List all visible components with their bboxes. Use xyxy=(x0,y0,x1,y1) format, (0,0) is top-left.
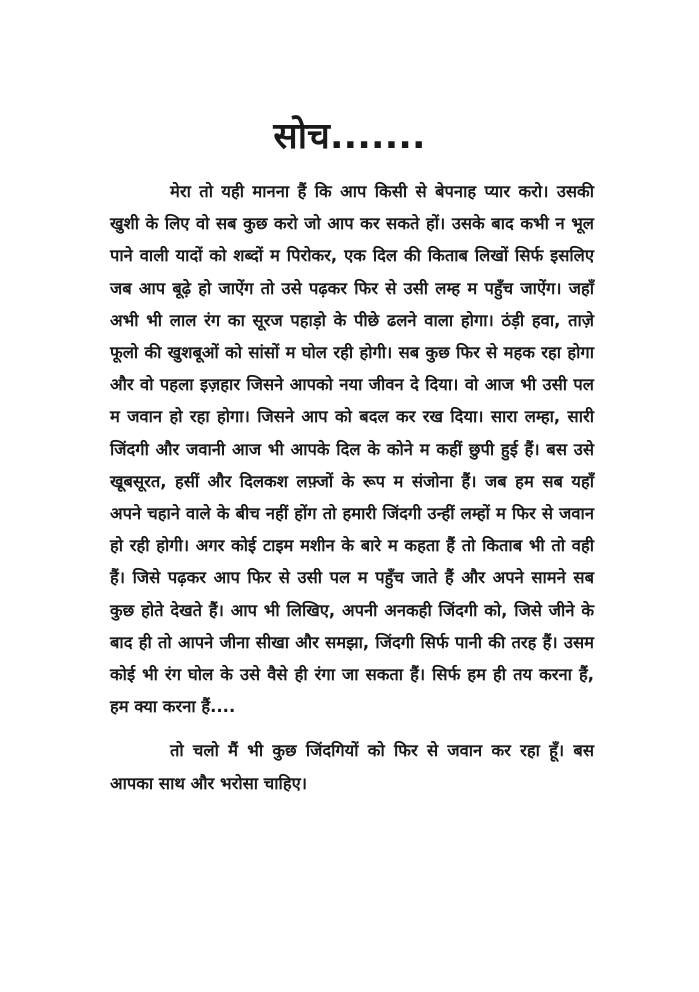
paragraph-1: मेरा तो यही मानना हैं कि आप किसी से बेपनाह प्यार करो। उसकी खुशी के लिए वो सब कुछ करो जो आप कर सकते हों। उसके बाद कभी न भूल पाने वाली यादों को शब्दों म पिरोकर, एक दिल की किताब लिखों सिर्फ इसलिए जब आप बूढ़े हो जाऐंग तो उसे पढ़कर फिर से उसी लम्ह म पहुँच जाऐंग। जहाँ अभी भी लाल रंग का सूरज पहाड़ो के पीछे ढलने वाला होगा। ठंड़ी हवा, ताज़े फूलो की खुशबूओं को सांसों म घोल रही होगी। सब कुछ फिर से महक रहा होगा और वो पहला इज़हार जिसने आपको नया जीवन दे दिया। वो आज भी उसी पल म जवान हो रहा होगा। जिसने आप को बदल कर रख दिया। सारा लम्हा, सारी जिंदगी और जवानी आज भी आपके दिल के कोने म कहीं छुपी हुई हैं। बस उसे खूबसूरत, हसीं और दिलकश लफ़्जों के रूप म संजोना हैं। जब हम सब यहाँ अपने चहाने वाले के बीच नहीं होंग तो हमारी जिंदगी उन्हीं लम्हों म फिर से जवान हो रही होगी। अगर कोई टाइम मशीन के बारे म कहता हैं तो किताब भी तो वही हैं। जिसे पढ़कर आप फिर से उसी पल म पहुँच जाते हैं और अपने सामने सब कुछ होते देखते हैं। आप भी लिखिए, अपनी अनकही जिंदगी को, जिसे जीने के बाद ही तो आपने जीना सीखा और समझा, जिंदगी सिर्फ पानी की तरह हैं। उसम कोई भी रंग घोल के उसे वैसे ही रंगा जा सकता हैं। सिर्फ हम ही तय करना हैं, हम क्या करना हैं.... xyxy=(110,182,594,717)
body-text xyxy=(110,176,594,800)
page-title: सोच....... xyxy=(273,116,426,157)
paragraph-2: तो चलो मैं भी कुछ जिंदगियों को फिर से जवान कर रहा हूँ। बस आपका साथ और भरोसा चाहिए। xyxy=(110,741,594,793)
